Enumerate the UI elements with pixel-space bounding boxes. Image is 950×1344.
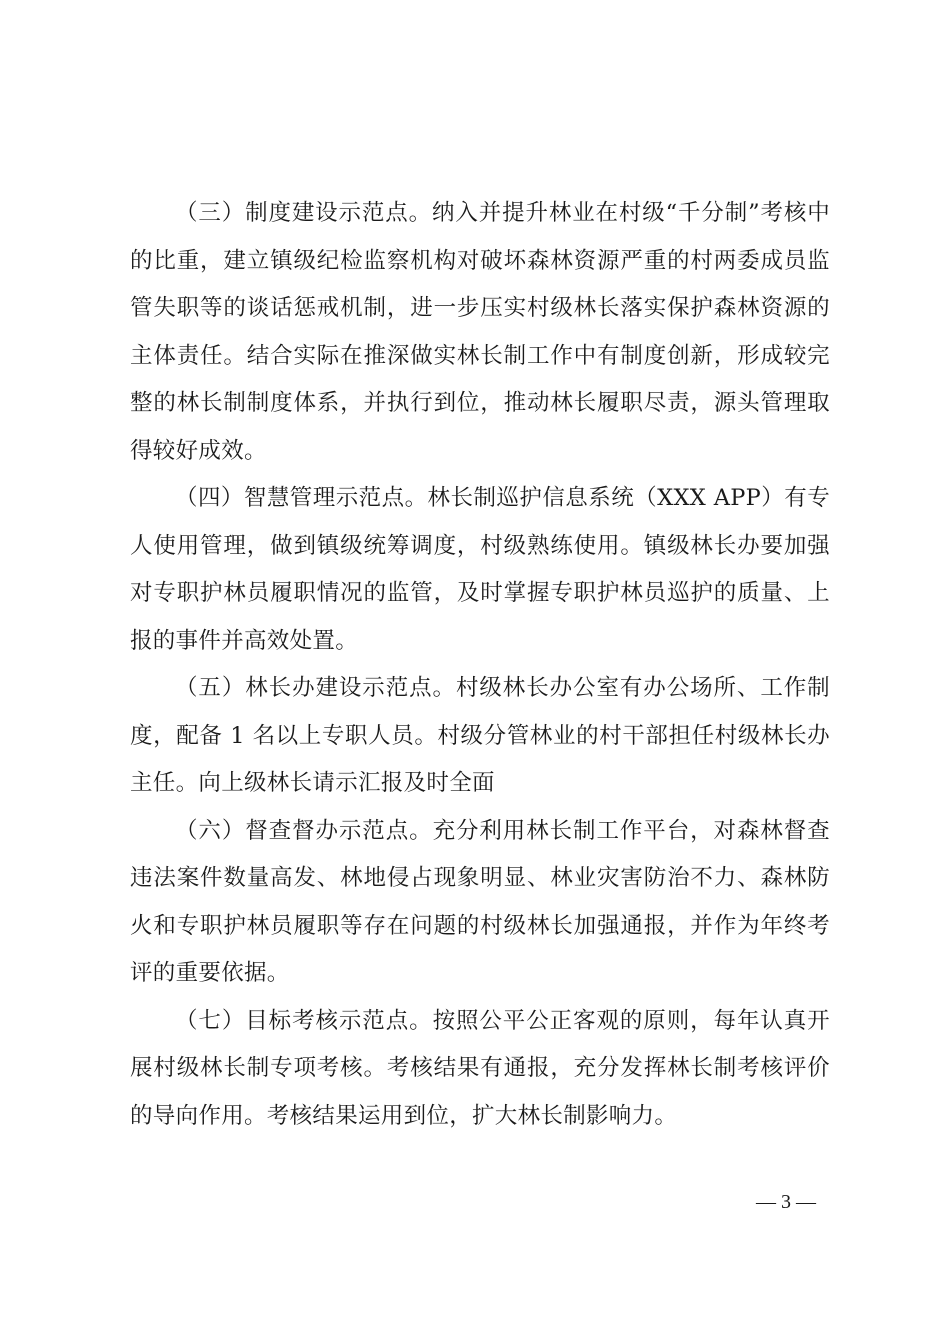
paragraph-text: 村级林长办公室有办公场所、工作制度，配备 1 名以上专职人员。村级分管林业的村干部担任村级林长办主任。向上级林长请示汇报及时全面 [130,675,830,796]
paragraph-text: 充分利用林长制工作平台，对森林督查违法案件数量高发、林地侵占现象明显、林业灾害防治不力、森林防火和专职护林员履职等存在问题的村级林长加强通报，并作为年终考评的重要依据。 [130,817,830,986]
paragraph-heading: （四）智慧管理示范点。 [175,485,428,511]
paragraph-model-office-building [130,665,830,808]
page-number: — 3 — [756,1191,816,1213]
paragraph-model-smart-management [130,475,830,665]
paragraph-heading: （三）制度建设示范点。 [175,200,433,226]
document-body [130,190,830,1140]
paragraph-text: 林长制巡护信息系统（XXX APP）有专人使用管理，做到镇级统筹调度，村级熟练使用。镇级林长办要加强对专职护林员履职情况的监管，及时掌握专职护林员巡护的质量、上报的事件并高效处置。 [130,485,830,654]
paragraph-text: 按照公平公正客观的原则，每年认真开展村级林长制专项考核。考核结果有通报，充分发挥林长制考核评价的导向作用。考核结果运用到位，扩大林长制影响力。 [130,1007,830,1129]
paragraph-heading: （五）林长办建设示范点。 [175,675,456,701]
paragraph-heading: （六）督查督办示范点。 [175,817,433,844]
paragraph-heading: （七）目标考核示范点。 [175,1007,433,1034]
paragraph-model-assessment [130,998,830,1141]
paragraph-text: 纳入并提升林业在村级“千分制”考核中的比重，建立镇级纪检监察机构对破坏森林资源严重的村两委成员监管失职等的谈话惩戒机制，进一步压实村级林长落实保护森林资源的主体责任。结合实际在推深做实林长制工作中有制度创新，形成较完整的林长制制度体系，并执行到位，推动林长履职尽责，源头管理取得较好成效。 [130,200,831,464]
paragraph-model-supervision [130,808,830,998]
paragraph-model-system-building [130,190,830,475]
